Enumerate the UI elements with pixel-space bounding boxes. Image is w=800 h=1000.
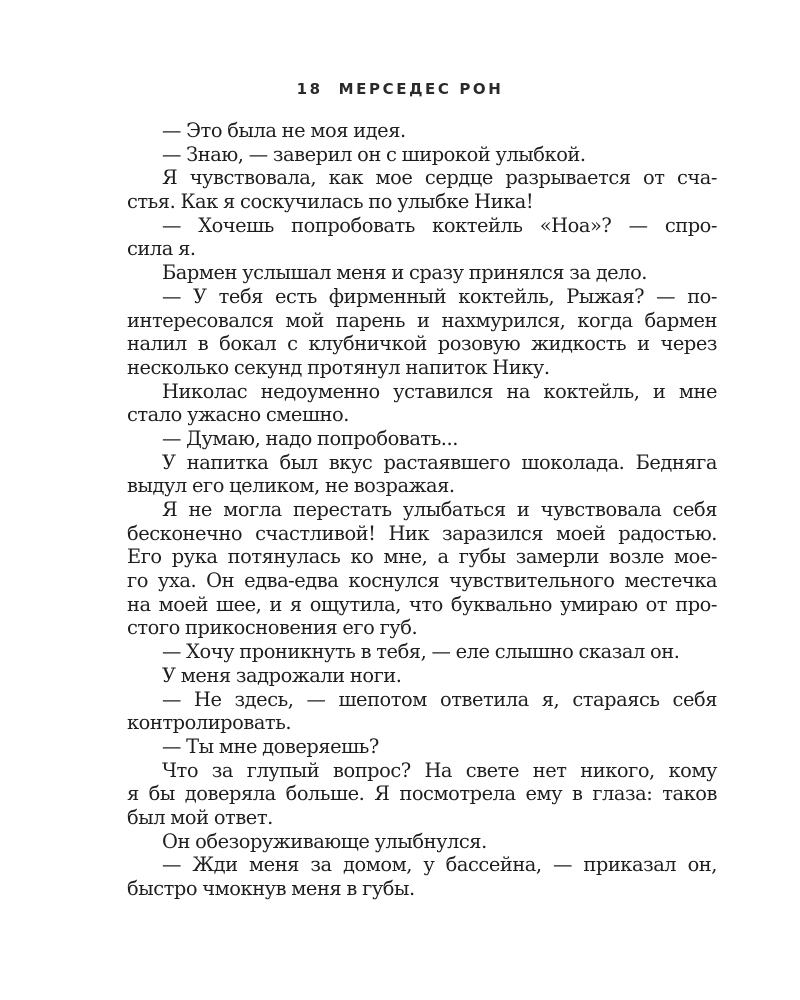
text-line: Что за глупый вопрос? На свете нет никого, кому xyxy=(162,758,717,782)
text-line: стого прикосновения его губ. xyxy=(127,616,418,640)
text-line: Его рука потянулась ко мне, а губы замерли возле мое- xyxy=(127,545,717,569)
text-line: быстро чмокнув меня в губы. xyxy=(127,877,415,900)
text-line: Он обезоруживающе улыбнулся. xyxy=(162,829,487,853)
text-line: — Думаю, надо попробовать... xyxy=(162,426,458,450)
text-line: — У тебя есть фирменный коктейль, Рыжая? — по- xyxy=(162,284,717,308)
text-line: — Знаю, — заверил он с широкой улыбкой. xyxy=(162,142,586,166)
text-line: бесконечно счастливой! Ник заразился моей радостью. xyxy=(127,521,717,545)
text-line: выдул его целиком, не возражая. xyxy=(127,474,455,498)
running-head-title: МЕРСЕДЕС РОН xyxy=(338,80,504,98)
text-line: — Хочешь попробовать коктейль «Ноа»? — спро- xyxy=(162,213,717,237)
text-line: контролировать. xyxy=(127,711,292,735)
text-line: стья. Как я соскучилась по улыбке Ника! xyxy=(127,190,534,214)
text-line: У напитка был вкус растаявшего шоколада. Бедняга xyxy=(162,450,717,474)
text-line: налил в бокал с клубничкой розовую жидкость и через xyxy=(127,332,717,356)
text-line: Бармен услышал меня и сразу принялся за дело. xyxy=(162,261,648,285)
text-line: — Это была не моя идея. xyxy=(162,119,406,142)
text-line: го уха. Он едва-едва коснулся чувствительного местечка xyxy=(127,569,717,593)
text-line: сила я. xyxy=(127,237,196,261)
text-line: — Хочу проникнуть в тебя, — еле слышно сказал он. xyxy=(162,640,680,664)
page-number: 18 xyxy=(296,80,323,98)
running-head xyxy=(0,80,800,98)
text-line: — Ты мне доверяешь? xyxy=(162,734,379,758)
body-text xyxy=(127,119,717,901)
text-line: я бы доверяла больше. Я посмотрела ему в глаза: таков xyxy=(127,782,717,806)
text-line: Я чувствовала, как мое сердце разрывается от сча- xyxy=(162,166,717,190)
text-line: — Жди меня за домом, у бассейна, — приказал он, xyxy=(162,853,717,877)
text-line: был мой ответ. xyxy=(127,805,273,829)
text-line: стало ужасно смешно. xyxy=(127,403,349,427)
text-line: несколько секунд протянул напиток Нику. xyxy=(127,355,550,379)
text-line: Я не могла перестать улыбаться и чувствовала себя xyxy=(162,498,717,521)
text-line: на моей шее, и я ощутила, что буквально умираю от про- xyxy=(127,592,717,616)
text-line: У меня задрожали ноги. xyxy=(162,663,402,687)
text-line: интересовался мой парень и нахмурился, когда бармен xyxy=(127,308,717,332)
text-line: — Не здесь, — шепотом ответила я, стараясь себя xyxy=(162,687,717,711)
text-line: Николас недоуменно уставился на коктейль, и мне xyxy=(162,379,717,403)
